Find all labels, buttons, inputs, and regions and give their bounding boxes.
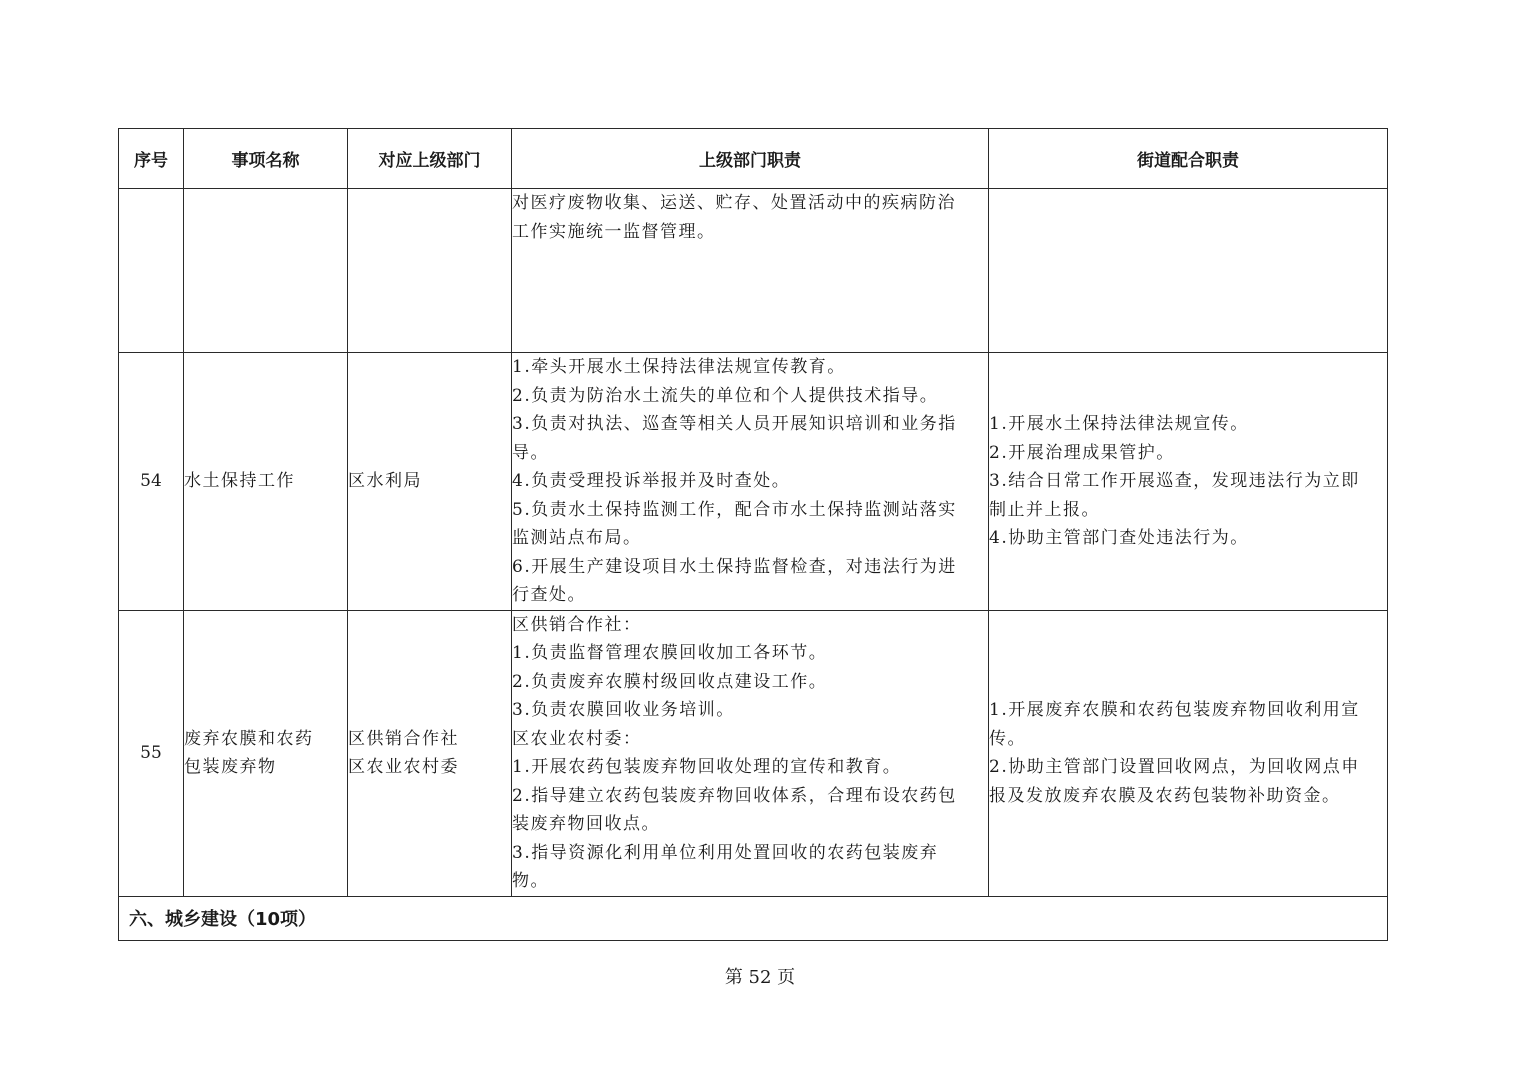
- cell-street-duty: [989, 353, 1388, 611]
- street-duty-line: 3.结合日常工作开展巡查，发现违法行为立即: [989, 471, 1360, 491]
- duty-line: 区农业农村委：: [512, 728, 642, 749]
- cell-dept: [348, 610, 512, 896]
- cell-dept: [348, 189, 512, 353]
- street-duty-line: 1.开展水土保持法律法规宣传。: [989, 414, 1249, 434]
- duty-line: 物。: [512, 871, 549, 891]
- duty-line: 2.负责为防治水土流失的单位和个人提供技术指导。: [512, 385, 939, 406]
- street-duty-line: 报及发放废弃农膜及农药包装物补助资金。: [989, 785, 1341, 806]
- item-name-line: 废弃农膜和农药: [184, 729, 314, 749]
- cell-item-name: [184, 610, 348, 896]
- table-row-54: [119, 353, 1388, 611]
- responsibility-table: [118, 128, 1388, 941]
- cell-seq: 55: [119, 610, 184, 896]
- street-duty-line: 4.协助主管部门查处违法行为。: [989, 528, 1249, 548]
- duty-line: 导。: [512, 442, 549, 463]
- duty-line: 监测站点布局。: [512, 528, 642, 548]
- duty-line: 对医疗废物收集、运送、贮存、处置活动中的疾病防治: [512, 193, 956, 213]
- cell-street-duty: [989, 610, 1388, 896]
- duty-line: 2.指导建立农药包装废弃物回收体系，合理布设农药包: [512, 785, 957, 806]
- duty-line: 1.负责监督管理农膜回收加工各环节。: [512, 643, 828, 663]
- duty-line: 1.开展农药包装废弃物回收处理的宣传和教育。: [512, 757, 902, 777]
- cell-seq: [119, 189, 184, 353]
- duty-line: 装废弃物回收点。: [512, 814, 660, 834]
- duty-line: 3.负责对执法、巡查等相关人员开展知识培训和业务指: [512, 414, 957, 434]
- cell-superior-duty: [512, 353, 989, 611]
- table-row-55: [119, 610, 1388, 896]
- table-row-continued: [119, 189, 1388, 353]
- header-seq: 序号: [119, 129, 184, 189]
- street-duty-line: 1.开展废弃农膜和农药包装废弃物回收利用宣: [989, 700, 1360, 720]
- dept-line: 区供销合作社: [348, 729, 459, 749]
- page-number: 第 52 页: [724, 967, 796, 988]
- duty-line: 4.负责受理投诉举报并及时查处。: [512, 471, 791, 491]
- cell-seq: 54: [119, 353, 184, 611]
- section-row: [119, 896, 1388, 940]
- section-title: 六、城乡建设（10项）: [119, 896, 1388, 940]
- cell-superior-duty: [512, 189, 989, 353]
- header-street-duty: 街道配合职责: [989, 129, 1388, 189]
- item-name-line: 水土保持工作: [184, 471, 295, 492]
- cell-superior-duty: [512, 610, 989, 896]
- street-duty-line: 传。: [989, 728, 1026, 749]
- dept-line: 区农业农村委: [348, 757, 459, 777]
- cell-item-name: [184, 189, 348, 353]
- cell-street-duty: [989, 189, 1388, 353]
- duty-line: 行查处。: [512, 585, 586, 605]
- cell-item-name: [184, 353, 348, 611]
- street-duty-line: 2.协助主管部门设置回收网点，为回收网点申: [989, 757, 1360, 777]
- duty-line: 3.指导资源化利用单位利用处置回收的农药包装废弃: [512, 842, 939, 863]
- header-superior-duty: 上级部门职责: [512, 129, 989, 189]
- header-superior-dept: 对应上级部门: [348, 129, 512, 189]
- duty-line: 6.开展生产建设项目水土保持监督检查，对违法行为进: [512, 556, 957, 577]
- item-name-line: 包装废弃物: [184, 757, 277, 777]
- duty-line: 工作实施统一监督管理。: [512, 221, 716, 242]
- header-item-name: 事项名称: [184, 129, 348, 189]
- dept-line: 区水利局: [348, 471, 422, 492]
- cell-dept: [348, 353, 512, 611]
- duty-line: 1.牵头开展水土保持法律法规宣传教育。: [512, 357, 846, 377]
- street-duty-line: 制止并上报。: [989, 499, 1100, 520]
- duty-line: 区供销合作社：: [512, 614, 642, 635]
- duty-line: 5.负责水土保持监测工作，配合市水土保持监测站落实: [512, 499, 957, 520]
- duty-line: 2.负责废弃农膜村级回收点建设工作。: [512, 671, 828, 692]
- duty-line: 3.负责农膜回收业务培训。: [512, 700, 735, 720]
- table-header-row: [119, 129, 1388, 189]
- street-duty-line: 2.开展治理成果管护。: [989, 442, 1175, 463]
